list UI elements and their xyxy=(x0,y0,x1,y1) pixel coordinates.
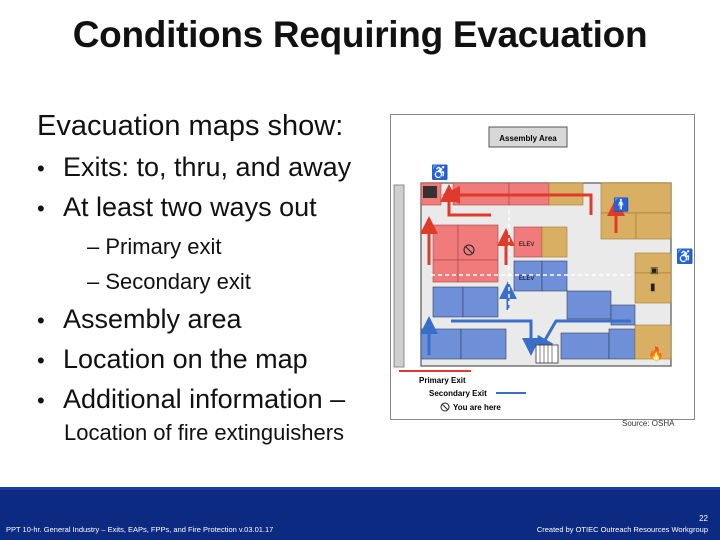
sub-bullet-text: Primary exit xyxy=(105,234,222,259)
bullet-item xyxy=(37,344,308,375)
dash-glyph: – xyxy=(87,269,100,294)
map-source-credit: Source: OSHA xyxy=(622,419,675,428)
bullet-text: Location on the map xyxy=(63,344,308,374)
evacuation-map xyxy=(390,114,695,420)
bullet-item xyxy=(37,192,317,223)
wall-strip xyxy=(394,185,404,367)
bullet-glyph: • xyxy=(37,388,45,413)
bullet-text: Exits: to, thru, and away xyxy=(63,152,352,182)
footer-rule xyxy=(0,487,720,490)
legend-secondary-exit: Secondary Exit xyxy=(429,389,487,398)
page-number: 22 xyxy=(699,514,708,523)
footer-course-title: PPT 10-hr. General Industry – Exits, EAPs, FPPs, and Fire Protection v.03.01.17 xyxy=(6,525,274,534)
bullet-text: At least two ways out xyxy=(63,192,317,222)
sub-bullet-item xyxy=(87,269,251,295)
assembly-area-label: Assembly Area xyxy=(499,134,557,143)
legend-you-are-here: You are here xyxy=(453,403,501,412)
dash-glyph: – xyxy=(87,234,100,259)
fire-extinguisher-icon: ▮ xyxy=(650,282,656,293)
stairs-icon xyxy=(536,345,558,363)
legend-primary-exit: Primary Exit xyxy=(419,376,466,385)
bullet-item xyxy=(37,384,345,415)
bullet-glyph: • xyxy=(37,196,45,221)
bullet-glyph: • xyxy=(37,348,45,373)
elev-label: ELEV xyxy=(519,242,535,248)
blue-room-mid xyxy=(542,261,567,291)
bullet-glyph: • xyxy=(37,308,45,333)
bullet-continuation: Location of fire extinguishers xyxy=(64,420,345,445)
slide-title: Conditions Requiring Evacuation xyxy=(72,14,648,55)
bullet-text: Assembly area xyxy=(63,304,242,334)
footer-credit: Created by OTIEC Outreach Resources Workgroup xyxy=(536,525,708,534)
bullet-glyph: • xyxy=(37,156,45,181)
fire-alarm-icon: ▣ xyxy=(650,265,659,275)
tan-room-mid xyxy=(542,227,567,257)
wheelchair-icon: ♿ xyxy=(431,164,449,180)
sub-bullet-text: Secondary exit xyxy=(105,269,251,294)
bullet-item xyxy=(37,304,242,335)
emergency-exit-sign-icon xyxy=(423,186,437,198)
bullet-item xyxy=(37,152,351,183)
sub-bullet-item xyxy=(87,234,222,260)
evacuation-map-drawing xyxy=(391,115,694,419)
bullet-text: Additional information – xyxy=(63,384,346,414)
lead-text: Evacuation maps show: xyxy=(37,110,344,142)
elev-label: ELEV xyxy=(519,276,535,282)
wheelchair-icon: ♿ xyxy=(676,248,694,264)
fire-hazard-icon: 🔥 xyxy=(648,346,665,361)
restroom-icon: 🚹 xyxy=(613,197,630,212)
